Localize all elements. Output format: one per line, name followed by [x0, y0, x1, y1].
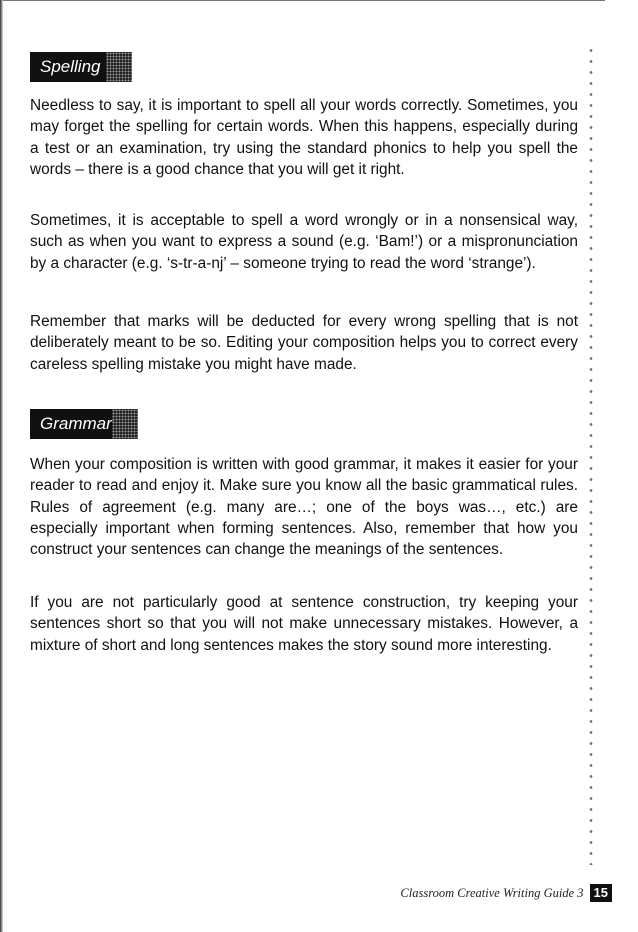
spelling-paragraph-1: Needless to say, it is important to spell all your words correctly. Sometimes, you may forget the spelling for certain words. When this happens, especially during a test or an examination, try using the standard phonics to help you spell the words – there is a good chance that you will get it right.: [30, 97, 578, 178]
page-binding-edge: [0, 0, 3, 932]
page-number-badge: 15: [590, 884, 612, 902]
heading-halftone-fade: [112, 409, 138, 439]
footer-book-title: Classroom Creative Writing Guide 3: [400, 885, 584, 900]
spelling-paragraph-3: Remember that marks will be deducted for every wrong spelling that is not deliberately meant to be so. Editing your composition helps you to correct every careless spelling mistake you might have made.: [30, 313, 578, 373]
spelling-paragraph-2: Sometimes, it is acceptable to spell a word wrongly or in a nonsensical way, such as when you want to express a sound (e.g. ‘Bam!’) or a mispronunciation by a character (e.g. ‘s-tr-a-nj’ – someone trying to read the word ‘strange’).: [30, 212, 578, 272]
grammar-paragraph-2: If you are not particularly good at sentence construction, try keeping your sentences short so that you will not make unnecessary mistakes. However, a mixture of short and long sentences makes the story sound more interesting.: [30, 594, 578, 654]
spelling-section-heading: [30, 52, 132, 82]
grammar-section-heading: [30, 409, 138, 439]
spelling-heading-text: Spelling: [40, 57, 101, 76]
heading-halftone-fade: [106, 52, 132, 82]
margin-dot-column: [587, 45, 595, 865]
page-footer: [400, 884, 612, 902]
grammar-paragraph-1: When your composition is written with good grammar, it makes it easier for your reader to read and enjoy it. Make sure you know all the basic grammatical rules. Rules of agreement (e.g. many are…; one of the boys was…, etc.) are especially important when forming sentences. Also, remember that how you construct your sentences can change the meanings of the sentences.: [30, 456, 578, 559]
top-rule: [0, 0, 605, 1]
grammar-heading-text: Grammar: [40, 414, 112, 433]
